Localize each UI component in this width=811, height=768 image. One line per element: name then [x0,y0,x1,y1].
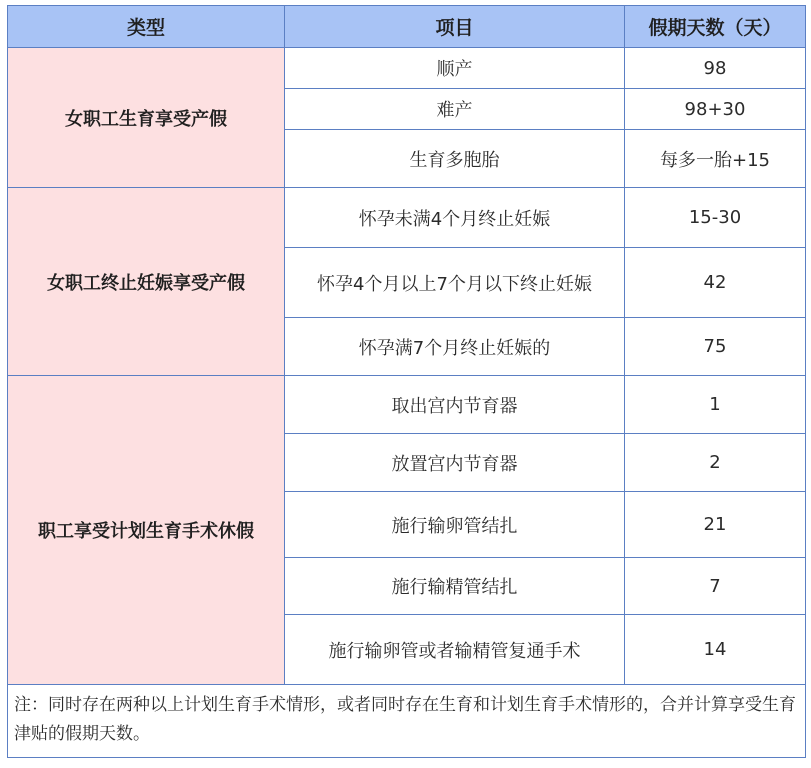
item-cell: 取出宫内节育器 [285,376,625,434]
item-cell: 施行输卵管结扎 [285,492,625,558]
header-type: 类型 [8,6,285,48]
item-cell: 怀孕满7个月终止妊娠的 [285,318,625,376]
header-item: 项目 [285,6,625,48]
days-cell: 42 [625,248,806,318]
header-days: 假期天数（天） [625,6,806,48]
days-cell: 1 [625,376,806,434]
item-cell: 怀孕4个月以上7个月以下终止妊娠 [285,248,625,318]
table-row [8,48,806,89]
days-cell: 75 [625,318,806,376]
item-cell: 施行输精管结扎 [285,558,625,615]
item-cell: 生育多胞胎 [285,130,625,188]
item-cell: 怀孕未满4个月终止妊娠 [285,188,625,248]
item-cell: 顺产 [285,48,625,89]
table-note: 注：同时存在两种以上计划生育手术情形，或者同时存在生育和计划生育手术情形的，合并计算享受生育津贴的假期天数。 [8,685,806,758]
item-cell: 难产 [285,89,625,130]
days-cell: 15-30 [625,188,806,248]
days-cell: 7 [625,558,806,615]
leave-days-table [7,5,806,758]
category-cell: 职工享受计划生育手术休假 [8,376,285,685]
item-cell: 放置宫内节育器 [285,434,625,492]
note-row [8,685,806,758]
table-header-row [8,6,806,48]
category-cell: 女职工生育享受产假 [8,48,285,188]
days-cell: 98+30 [625,89,806,130]
days-cell: 每多一胎+15 [625,130,806,188]
days-cell: 14 [625,615,806,685]
days-cell: 2 [625,434,806,492]
days-cell: 21 [625,492,806,558]
table-row [8,188,806,248]
leave-table-container [7,5,805,758]
category-cell: 女职工终止妊娠享受产假 [8,188,285,376]
item-cell: 施行输卵管或者输精管复通手术 [285,615,625,685]
table-row [8,376,806,434]
days-cell: 98 [625,48,806,89]
